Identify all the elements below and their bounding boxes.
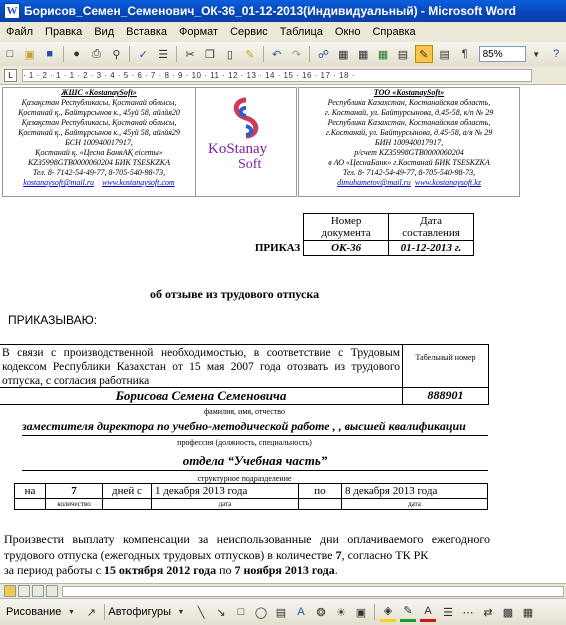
order-command: ПРИКАЗЫВАЮ: xyxy=(8,313,98,327)
header-left-site[interactable]: www.kostanaysoft.com xyxy=(101,178,175,187)
oval-icon[interactable]: ◯ xyxy=(254,606,268,619)
payment-from: 15 октября 2012 года xyxy=(103,563,217,577)
menu-view[interactable]: Вид xyxy=(94,26,115,38)
picture-icon[interactable]: ▣ xyxy=(355,606,367,619)
header-left-org: ЖШС «KostanaySoft» xyxy=(61,88,137,97)
period-days-word: дней с xyxy=(103,484,152,499)
normal-view-icon[interactable] xyxy=(4,585,16,597)
header-right-line: в АО «ЦеснаБанк» г.Костанай БИК TSESKZKA xyxy=(328,158,490,167)
save-icon[interactable]: ■ xyxy=(46,48,54,60)
permission-icon[interactable]: ● xyxy=(73,48,80,60)
header-right-block xyxy=(298,87,520,197)
fill-color-icon[interactable]: ◈ xyxy=(380,603,396,622)
tab-stop-selector[interactable]: L xyxy=(4,69,17,82)
document-page[interactable] xyxy=(0,85,566,583)
doc-map-icon[interactable]: ▤ xyxy=(439,48,450,61)
hyperlink-icon[interactable]: ☍ xyxy=(317,48,329,61)
menu-format[interactable]: Формат xyxy=(179,26,219,38)
header-left-email[interactable]: kostanaysoft@mail.ru xyxy=(23,178,94,187)
diagram-icon[interactable]: ❂ xyxy=(316,606,326,619)
show-hide-icon[interactable]: ¶ xyxy=(461,48,468,60)
research-icon[interactable]: ☰ xyxy=(158,48,169,61)
drawing-toolbar xyxy=(0,598,566,625)
payment-period-pre: за период работы с xyxy=(4,563,104,577)
select-objects-icon[interactable]: ↗ xyxy=(86,606,97,619)
header-right-email[interactable]: dimuhametov@mail.ru xyxy=(337,178,411,187)
menu-help[interactable]: Справка xyxy=(372,26,416,38)
ruler-scale[interactable]: · 1 · 2 · 1 · 1 · 2 · 3 · 4 · 5 · 6 · 7 · 8 · 9 · 10 · 11 · 12 · 13 · 14 · 15 · 16 · 17 · 18 · xyxy=(22,69,532,82)
menu-table[interactable]: Таблица xyxy=(279,26,323,38)
word-icon: W xyxy=(4,3,20,19)
header-right-line: Тел. 8- 7142-54-49-77, 8-705-540-98-73, xyxy=(342,168,476,177)
menu-bar xyxy=(0,22,566,43)
window-title: Борисов_Семен_Семенович_ОК-36_01-12-2013(Индивидуальный) - Microsoft Word xyxy=(24,4,517,18)
horizontal-scrollbar[interactable] xyxy=(62,586,564,597)
format-painter-icon[interactable]: ✎ xyxy=(245,48,255,61)
header-left-line: Тел. 8- 7142-54-49-77, 8-705-540-98-73, xyxy=(32,168,166,177)
draw-menu-button[interactable]: Рисование xyxy=(6,606,62,618)
order-number: ОК-36 xyxy=(304,241,389,256)
new-icon[interactable]: □ xyxy=(6,48,14,60)
line-color-icon[interactable]: ✎ xyxy=(400,603,416,622)
chevron-down-icon[interactable]: ▼ xyxy=(532,49,541,59)
header-right-site[interactable]: www.kostanaysoft.kz xyxy=(414,178,481,187)
insert-table-icon[interactable]: ▦ xyxy=(357,48,369,61)
arrow-style-icon[interactable]: ⇄ xyxy=(483,606,493,619)
tables-borders-icon[interactable]: ▦ xyxy=(338,48,349,61)
header-left-line: Қазақстан Республикасы, Қостанай облысы, xyxy=(21,118,177,127)
chevron-down-icon[interactable]: ▼ xyxy=(67,608,75,616)
wordart-icon[interactable]: A xyxy=(297,606,305,618)
payment-period-end: . xyxy=(334,563,338,577)
period-days: 7 xyxy=(46,484,103,499)
period-table xyxy=(14,483,488,510)
print-view-icon[interactable] xyxy=(32,585,44,597)
employee-position: заместителя директора по учебно-методической работе , , высшей квалификации xyxy=(22,419,488,436)
header-right-line: р/счет KZ35998GTB0000060204 xyxy=(354,148,464,157)
department-caption: структурное подразделение xyxy=(197,474,292,483)
print-icon[interactable]: ⎙ xyxy=(92,47,101,60)
order-title: ПРИКАЗ xyxy=(28,241,304,256)
separator xyxy=(104,604,105,620)
logo-text-line1: KoStanay xyxy=(208,141,268,157)
dash-style-icon[interactable]: ⋯ xyxy=(462,606,474,619)
columns-icon[interactable]: ▤ xyxy=(397,48,409,61)
separator xyxy=(63,46,64,62)
header-right-line: Республика Казахстан, Костанайская область, xyxy=(327,118,491,127)
header-right-line: г. Костанай, ул. Байтурсынова, д.45-58, к/п № 29 xyxy=(324,108,494,117)
period-from: 1 декабря 2013 года xyxy=(152,484,299,499)
payment-text: Произвести выплату компенсации за неиспользованные дни оплачиваемого ежегодного трудового отпуска (ежегодных трудовых отпусков) в количестве xyxy=(4,532,490,562)
separator xyxy=(309,46,310,62)
header-right-line: БИН 100940017917, xyxy=(374,138,444,147)
header-left-line: KZ35998GTB0000060204 БИК TSESKZKA xyxy=(27,158,171,167)
textbox-icon[interactable]: ▤ xyxy=(275,606,287,619)
separator xyxy=(374,604,375,620)
paste-icon[interactable]: ▯ xyxy=(226,48,233,61)
drawing-icon[interactable]: ✎ xyxy=(415,45,433,63)
payment-days: 7 xyxy=(335,548,342,562)
logo-text-line2: Soft xyxy=(238,157,262,172)
shadow-icon[interactable]: ▩ xyxy=(502,606,514,619)
arrow-icon[interactable]: ↘ xyxy=(216,606,226,619)
rectangle-icon[interactable]: □ xyxy=(237,606,245,618)
spelling-icon[interactable]: ✓ xyxy=(138,48,148,61)
cut-icon[interactable]: ✂ xyxy=(185,48,195,61)
header-left-line: Қостанай қ., Байтұрсынов к., 45уй 58, айлйя29 xyxy=(18,128,180,137)
autoshapes-button[interactable]: Автофигуры xyxy=(108,606,171,618)
tab-number-label: Табельный номер xyxy=(403,344,489,388)
open-icon[interactable]: ▣ xyxy=(24,48,36,61)
period-na: на xyxy=(15,484,46,499)
payment-paragraph xyxy=(4,531,490,563)
redo-icon[interactable]: ↷ xyxy=(291,48,302,61)
web-view-icon[interactable] xyxy=(18,585,30,597)
col-doc-number: Номер документа xyxy=(304,214,389,241)
header-right-line: Республика Казахстан, Костанайская область, xyxy=(327,98,491,107)
caption-date-from: дата xyxy=(152,499,299,510)
period-po: по xyxy=(299,484,342,499)
col-doc-date: Дата составления xyxy=(389,214,474,241)
caption-quantity: количество xyxy=(46,499,103,510)
employee-name: Борисова Семена Семеновича xyxy=(0,388,403,405)
payment-to: 7 ноября 2013 года xyxy=(234,563,335,577)
fio-caption: фамилия, имя, отчество xyxy=(204,407,285,416)
menu-window[interactable]: Окно xyxy=(334,26,361,38)
separator xyxy=(176,46,177,62)
menu-edit[interactable]: Правка xyxy=(45,26,83,38)
3d-icon[interactable]: ▦ xyxy=(522,606,534,619)
position-caption: профессия (должность, специальность) xyxy=(177,438,312,447)
help-icon[interactable]: ? xyxy=(553,48,560,60)
excel-icon[interactable]: ▦ xyxy=(377,48,389,61)
order-number-table xyxy=(28,213,474,256)
department: отдела “Учебная часть” xyxy=(22,453,488,471)
outline-view-icon[interactable] xyxy=(46,585,58,597)
header-left-line: БСН 100940017917, xyxy=(65,138,133,147)
header-right-org: ТОО «KostanaySoft» xyxy=(373,88,445,97)
standard-toolbar xyxy=(0,42,566,67)
header-left-line: Қостанай қ., Байтұрсынов к., 45уй 58, айлйя20 xyxy=(18,108,180,117)
letterhead xyxy=(0,87,520,197)
payment-text-2: , согласно ТК РК xyxy=(341,548,429,562)
zoom-select[interactable]: 85% xyxy=(479,46,527,62)
tab-number: 888901 xyxy=(403,388,489,405)
order-subject: об отзыве из трудового отпуска xyxy=(150,287,320,301)
line-icon[interactable]: ╲ xyxy=(197,606,205,619)
period-to: 8 декабря 2013 года xyxy=(342,484,488,499)
order-date: 01-12-2013 г. xyxy=(389,241,474,256)
menu-tools[interactable]: Сервис xyxy=(230,26,268,38)
menu-insert[interactable]: Вставка xyxy=(126,26,168,38)
preview-icon[interactable]: ⚲ xyxy=(112,48,121,61)
title-bar xyxy=(0,0,566,22)
font-color-icon[interactable]: A xyxy=(420,603,436,622)
caption-date-to: дата xyxy=(342,499,488,510)
menu-file[interactable]: Файл xyxy=(6,26,34,38)
header-left-line: Қазақстан Республикасы, Қостанай облысы, xyxy=(21,98,177,107)
separator xyxy=(129,46,130,62)
chevron-down-icon[interactable]: ▼ xyxy=(177,608,185,616)
header-left-block xyxy=(2,87,196,197)
header-left-line: Қостанай қ. «Цесна БанкАҚ еісеты» xyxy=(35,148,163,157)
undo-icon[interactable]: ↶ xyxy=(272,48,282,61)
header-right-line: г.Костанай, ул. Байтурсынова, д.45-58, а/я № 29 xyxy=(325,128,493,137)
payment-period-mid: по xyxy=(216,563,235,577)
line-style-icon[interactable]: ☰ xyxy=(443,606,453,619)
order-paragraph: В связи с производственной необходимостью, в соответствие с Трудовым кодексом Республики Казахстан от 15 мая 2007 года отозвать из трудового отпуска, с согласия работника xyxy=(0,344,403,388)
header-logo-block xyxy=(196,87,297,197)
payment-period xyxy=(4,563,490,578)
separator xyxy=(263,46,264,62)
clipart-icon[interactable]: ☀ xyxy=(336,606,346,619)
copy-icon[interactable]: ❐ xyxy=(205,48,215,61)
view-bar xyxy=(0,583,566,598)
horizontal-ruler xyxy=(0,66,566,85)
